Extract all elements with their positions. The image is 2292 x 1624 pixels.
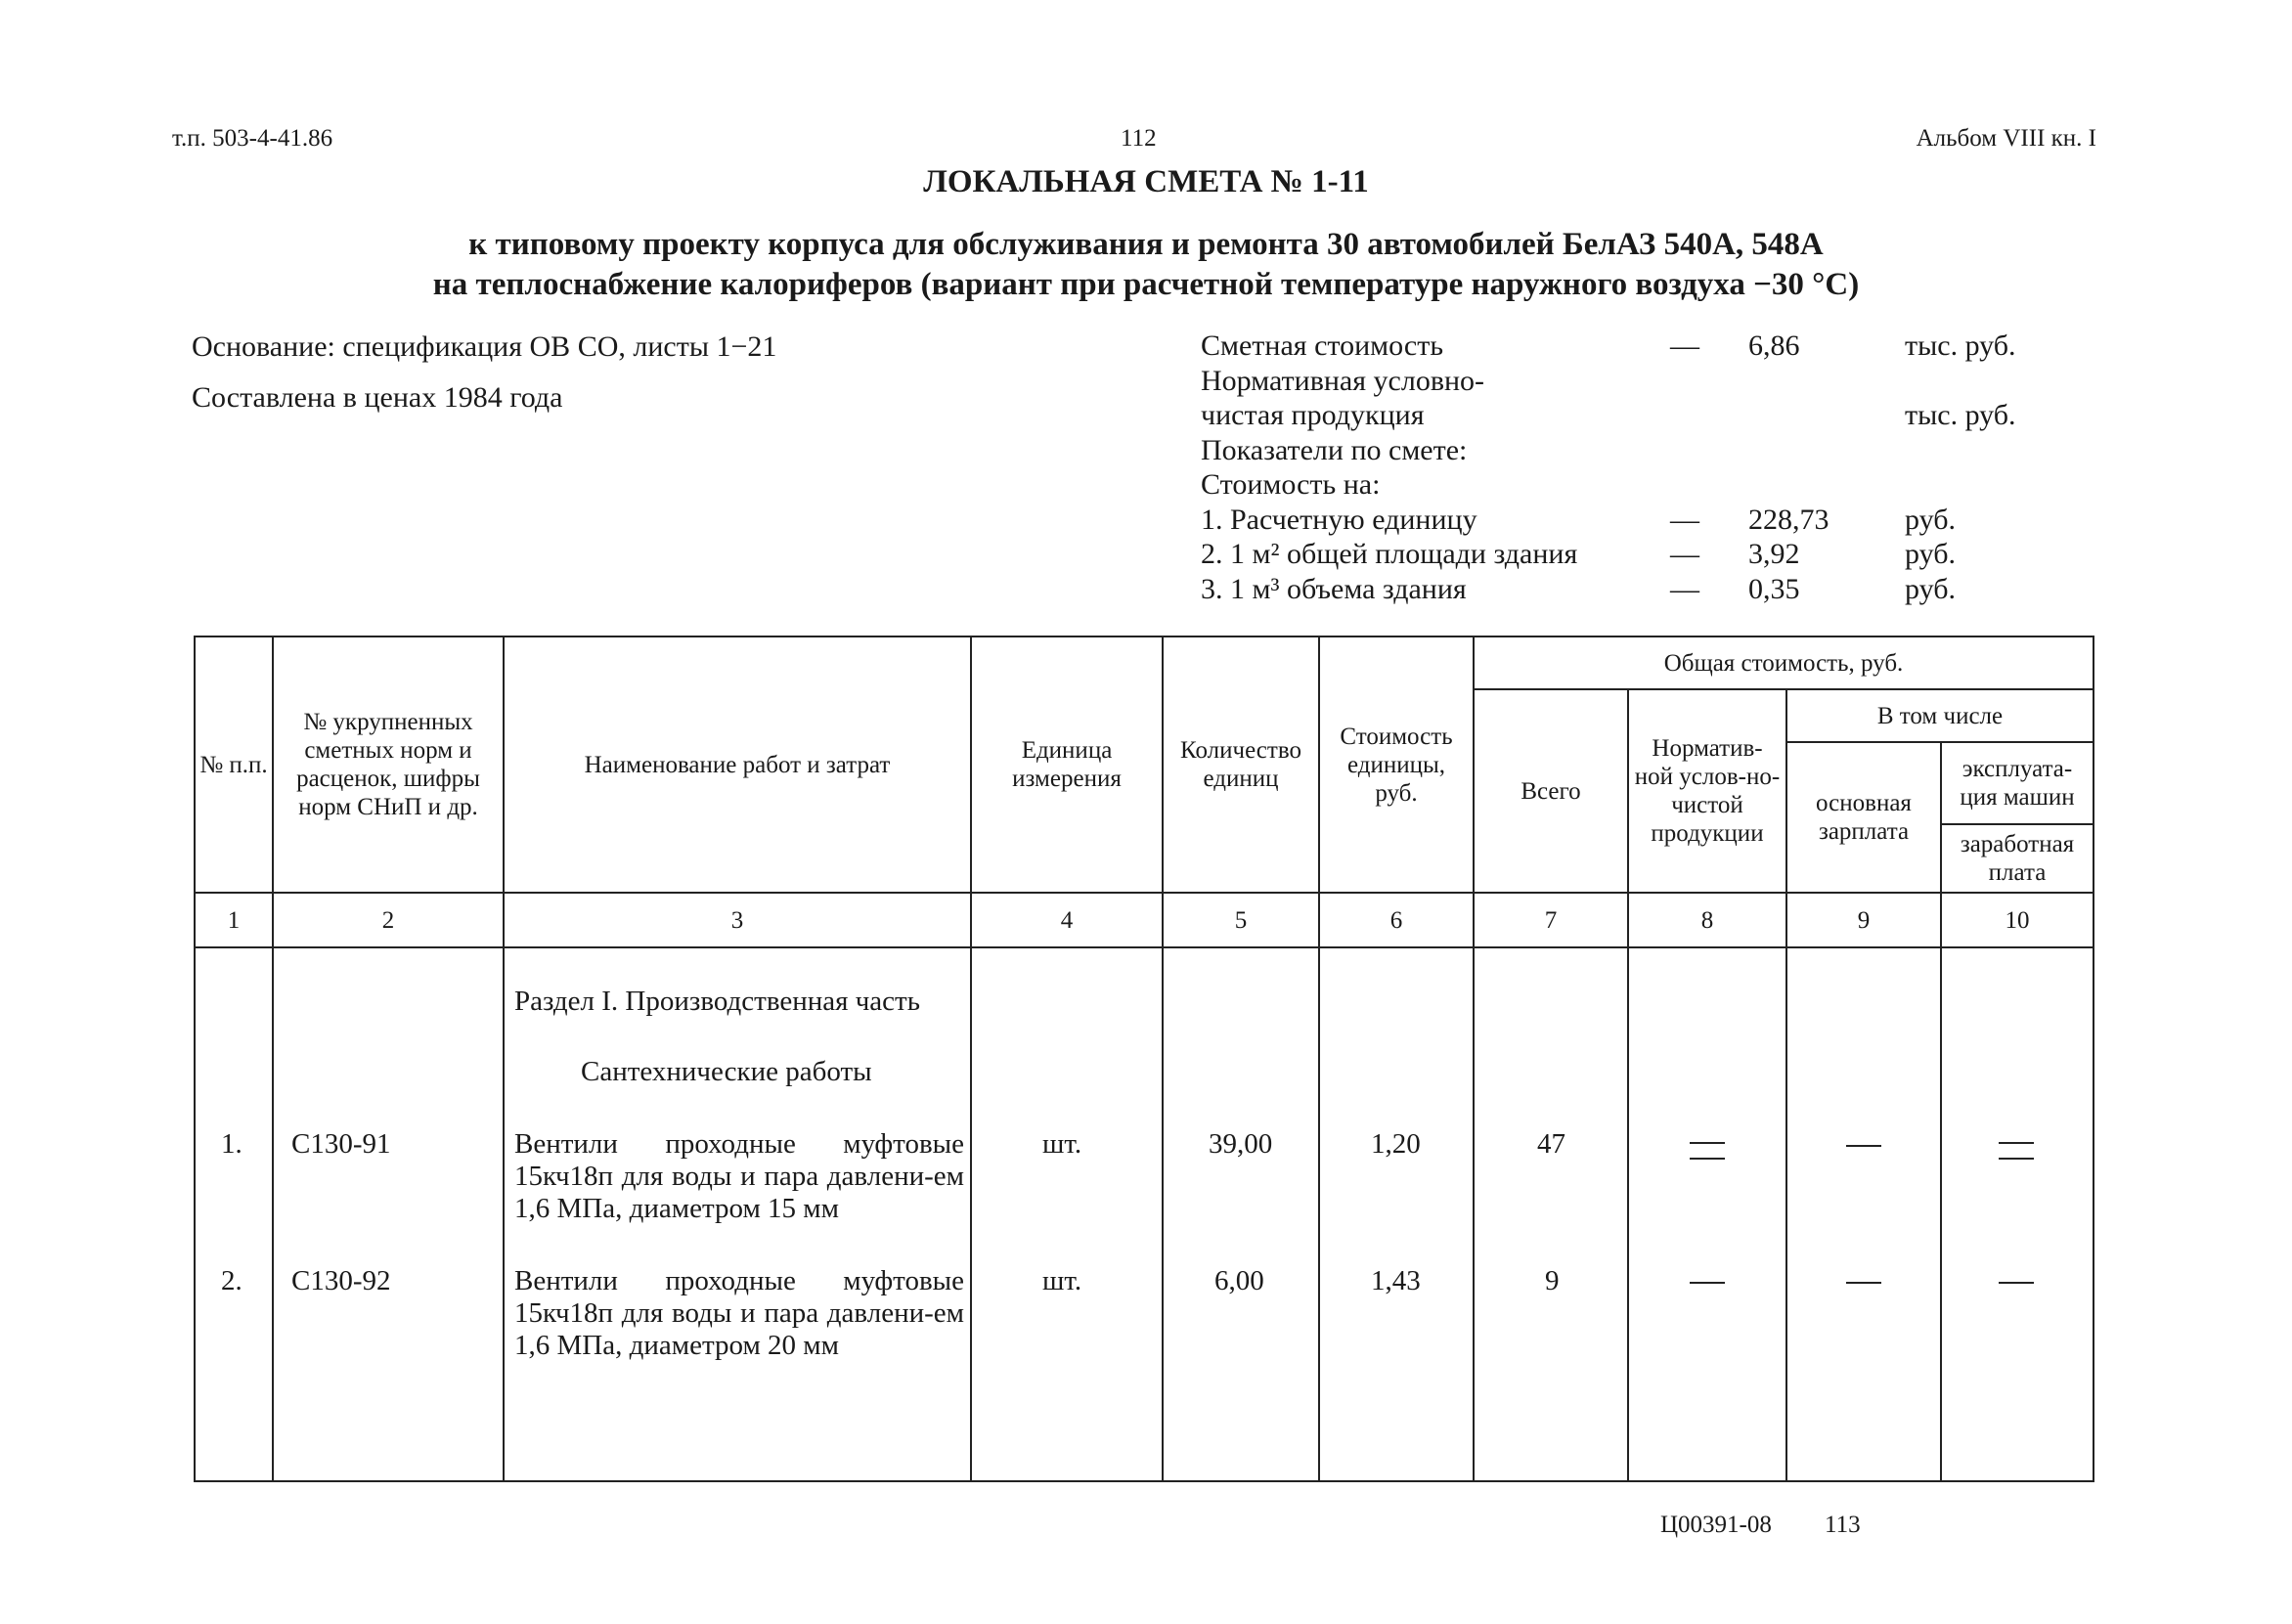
row-1-code: С130-91: [291, 1128, 391, 1160]
summary-dash: —: [1670, 329, 1699, 362]
row-2-qty: 6,00: [1214, 1265, 1264, 1296]
summary-row: [1201, 572, 2051, 607]
summary-dash: [1670, 433, 1748, 468]
column-number: 1: [195, 893, 273, 947]
row-1-name: Вентили проходные муфтовые 15кч18п для воды и пара давлени-ем 1,6 МПа, диаметром 15 мм: [514, 1128, 964, 1224]
row-1-nup-empty: [1690, 1134, 1725, 1171]
header-col-10a: эксплуата-ция машин: [1941, 742, 2094, 824]
row-1-total: 47: [1537, 1128, 1565, 1160]
body-col-nup: [1628, 947, 1786, 1481]
summary-label: 3. 1 м³ объема здания: [1201, 572, 1467, 605]
row-2-machines-empty: [1999, 1265, 2034, 1297]
body-col-qty: [1163, 947, 1319, 1481]
section-title: Раздел I. Производственная часть: [514, 986, 920, 1017]
header-col-8: Норматив-ной услов-но-чистой продукции: [1628, 689, 1786, 893]
column-number: 2: [273, 893, 504, 947]
summary-unit: [1905, 467, 2051, 503]
summary-value: [1748, 398, 1905, 433]
header-col-7: Всего: [1474, 689, 1628, 893]
header-col-4: Единица измерения: [971, 636, 1163, 893]
summary-label: чистая продукция: [1201, 399, 1425, 431]
summary-label: Нормативная условно-: [1201, 364, 1485, 397]
summary-unit: руб.: [1905, 572, 1956, 605]
column-number: 10: [1941, 893, 2094, 947]
row-1-price: 1,20: [1371, 1128, 1421, 1160]
summary-value: 0,35: [1748, 572, 1800, 605]
row-1-unit: шт.: [1042, 1128, 1082, 1160]
row-2-unit: шт.: [1042, 1265, 1082, 1296]
table-body-row: [195, 947, 2094, 1481]
summary-row: [1201, 329, 2051, 364]
summary-label: Показатели по смете:: [1201, 433, 1468, 466]
footer-code: Ц00391-08: [1660, 1512, 1772, 1538]
row-2-code: С130-92: [291, 1265, 391, 1296]
estimate-table: [194, 636, 2094, 1482]
row-1-qty: 39,00: [1209, 1128, 1273, 1160]
subsection-title: Сантехнические работы: [581, 1056, 872, 1087]
subtitle-line-1: к типовому проекту корпуса для обслуживания и ремонта 30 автомобилей БелАЗ 540А, 548А: [468, 227, 1824, 262]
row-1-number: 1.: [221, 1128, 242, 1160]
column-number: 7: [1474, 893, 1628, 947]
page-number: 112: [1121, 125, 1157, 152]
column-number: 8: [1628, 893, 1786, 947]
summary-dash: —: [1670, 503, 1699, 536]
row-2-name: Вентили проходные муфтовые 15кч18п для воды и пара давлени-ем 1,6 МПа, диаметром 20 мм: [514, 1265, 964, 1361]
column-number: 4: [971, 893, 1163, 947]
document-title: ЛОКАЛЬНАЯ СМЕТА № 1-11: [923, 164, 1369, 199]
column-number: 3: [504, 893, 971, 947]
subtitle-line-2: на теплоснабжение калориферов (вариант при расчетной температуре наружного воздуха −30 °С): [432, 267, 1860, 302]
row-2-total: 9: [1545, 1265, 1560, 1296]
row-2-price: 1,43: [1371, 1265, 1421, 1296]
summary-row: [1201, 467, 2051, 503]
summary-dash: [1670, 398, 1748, 433]
summary-unit: [1905, 433, 2051, 468]
summary-row: [1201, 364, 2051, 399]
summary-unit: руб.: [1905, 503, 1956, 536]
summary-value: 3,92: [1748, 538, 1800, 570]
summary-unit: тыс. руб.: [1905, 399, 2016, 431]
cost-summary: [1201, 329, 2051, 606]
album-label: Альбом VIII кн. I: [1916, 125, 2096, 152]
header-col-1: № п.п.: [195, 636, 273, 893]
header-col-9: основная зарплата: [1786, 742, 1941, 893]
body-col-name: [504, 947, 971, 1481]
row-2-nup-empty: [1690, 1265, 1725, 1297]
summary-value: 6,86: [1748, 329, 1800, 362]
header-total-group: Общая стоимость, руб.: [1474, 636, 2094, 689]
summary-label: Сметная стоимость: [1201, 329, 1444, 362]
prices-text: Составлена в ценах 1984 года: [192, 381, 563, 414]
summary-value: [1748, 433, 1905, 468]
header-incl-group: В том числе: [1786, 689, 2094, 742]
summary-unit: [1905, 364, 2051, 399]
summary-label: 2. 1 м² общей площади здания: [1201, 538, 1578, 570]
body-col-code: [273, 947, 504, 1481]
column-number: 6: [1319, 893, 1474, 947]
body-col-machines: [1941, 947, 2094, 1481]
row-1-wage-empty: [1846, 1128, 1881, 1161]
body-col-price: [1319, 947, 1474, 1481]
header-col-5: Количество единиц: [1163, 636, 1319, 893]
summary-row: [1201, 398, 2051, 433]
body-col-no: [195, 947, 273, 1481]
summary-dash: [1670, 467, 1748, 503]
body-col-wage: [1786, 947, 1941, 1481]
header-col-3: Наименование работ и затрат: [504, 636, 971, 893]
summary-row: [1201, 503, 2051, 538]
body-col-unit: [971, 947, 1163, 1481]
header-col-6: Стоимость единицы, руб.: [1319, 636, 1474, 893]
summary-label: Стоимость на:: [1201, 468, 1381, 501]
basis-text: Основание: спецификация ОВ СО, листы 1−21: [192, 330, 777, 363]
column-number: 5: [1163, 893, 1319, 947]
summary-dash: —: [1670, 572, 1699, 605]
summary-unit: руб.: [1905, 538, 1956, 570]
row-1-machines-empty: [1999, 1134, 2034, 1171]
summary-value: [1748, 467, 1905, 503]
column-numbers-row: [195, 893, 2094, 947]
summary-row: [1201, 537, 2051, 572]
summary-unit: тыс. руб.: [1905, 329, 2016, 362]
header-col-10b: заработная плата: [1941, 824, 2094, 893]
row-2-wage-empty: [1846, 1265, 1881, 1297]
document-subtitle: [0, 225, 2292, 305]
body-col-total: [1474, 947, 1628, 1481]
project-number: т.п. 503-4-41.86: [172, 125, 333, 152]
summary-row: [1201, 433, 2051, 468]
header-col-2: № укрупненных сметных норм и расценок, шифры норм СНиП и др.: [273, 636, 504, 893]
footer-page: 113: [1825, 1512, 1861, 1538]
summary-value: 228,73: [1748, 503, 1829, 536]
summary-label: 1. Расчетную единицу: [1201, 503, 1477, 536]
summary-dash: [1670, 364, 1748, 399]
column-number: 9: [1786, 893, 1941, 947]
row-2-number: 2.: [221, 1265, 242, 1296]
summary-value: [1748, 364, 1905, 399]
summary-dash: —: [1670, 538, 1699, 570]
